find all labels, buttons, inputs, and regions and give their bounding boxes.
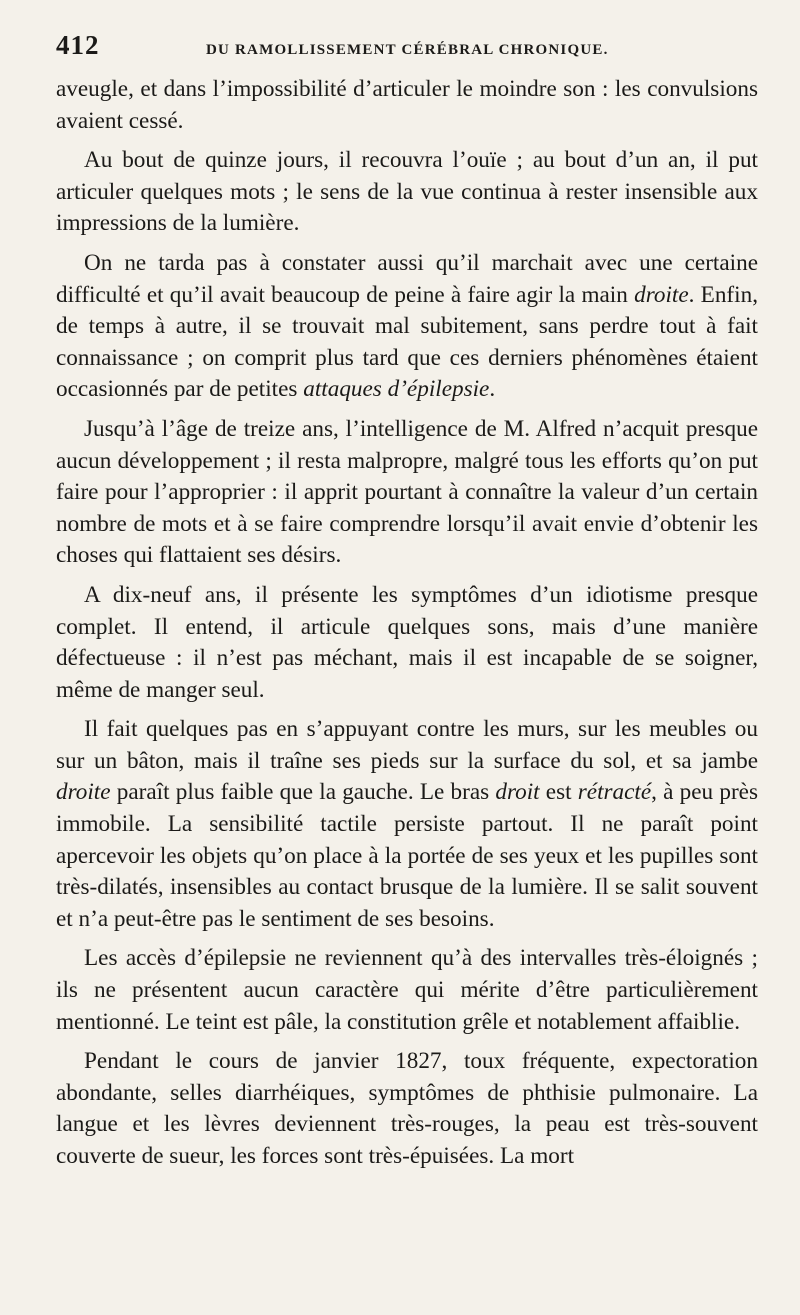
- paragraph: [56, 1046, 758, 1172]
- text-run: , à peu près immobile. La sensibilité tactile persiste partout. Il ne paraît point apercevoir les objets qu’on place à la portée de ses yeux et les pupilles sont très-dilatés, insensibles au contact brusque de la lumière. Il se salit souvent et n’a peut-être pas le sentiment de ses besoins.: [56, 779, 758, 932]
- text-run: Jusqu’à l’âge de treize ans, l’intelligence de M. Alfred n’acquit presque aucun développement ; il resta malpropre, malgré tous les efforts qu’on put faire pour l’approprier : il apprit pourtant à connaître la valeur d’un certain nombre de mots et à se faire comprendre lorsqu’il avait envie d’obtenir les choses qui flattaient ses désirs.: [56, 415, 758, 569]
- italic-text: droite: [634, 281, 689, 308]
- italic-text: rétracté: [577, 779, 652, 806]
- italic-text: attaques d’épilepsie: [303, 376, 490, 403]
- running-head: DU RAMOLLISSEMENT CÉRÉBRAL CHRONIQUE.: [206, 42, 609, 58]
- text-run: aveugle, et dans l’impossibilité d’articuler le moindre son : les convulsions avaient cessé.: [56, 76, 758, 134]
- body-text: [56, 74, 758, 1173]
- text-run: . Enfin, de temps à autre, il se trouvait mal subitement, sans perdre tout à fait connaissance ; on comprit plus tard que ces derniers phénomènes étaient occasionnés par de petites: [56, 281, 758, 403]
- italic-text: droit: [495, 779, 540, 806]
- text-run: On ne tarda pas à constater aussi qu’il marchait avec une certaine difficulté et qu’il avait beaucoup de peine à faire agir la main: [56, 249, 758, 308]
- page-header: [56, 30, 758, 64]
- text-run: est: [539, 779, 578, 806]
- paragraph: [56, 714, 758, 935]
- text-run: Il fait quelques pas en s’appuyant contre les murs, sur les meubles ou sur un bâton, mais il traîne ses pieds sur la surface du sol, et sa jambe: [56, 716, 758, 774]
- paragraph: [56, 145, 758, 240]
- paragraph: [56, 414, 758, 572]
- text-run: .: [489, 376, 496, 403]
- text-run: Les accès d’épilepsie ne reviennent qu’à des intervalles très-éloignés ; ils ne présentent aucun caractère qui mérite d’être particulièrement mentionné. Le teint est pâle, la constitution grêle et notablement affaiblie.: [56, 945, 758, 1035]
- paragraph: [56, 943, 758, 1038]
- text-run: paraît plus faible que la gauche. Le bras: [110, 779, 496, 806]
- paragraph: [56, 580, 758, 706]
- text-run: Au bout de quinze jours, il recouvra l’ouïe ; au bout d’un an, il put articuler quelques mots ; le sens de la vue continua à rester insensible aux impressions de la lumière.: [56, 147, 758, 237]
- text-run: A dix-neuf ans, il présente les symptômes d’un idiotisme presque complet. Il entend, il articule quelques sons, mais d’une manière défectueuse : il n’est pas méchant, mais il est incapable de se soigner, même de manger seul.: [56, 581, 758, 703]
- paragraph: [56, 74, 758, 137]
- paragraph: [56, 248, 758, 406]
- italic-text: droite: [56, 779, 111, 806]
- page-number: 412: [56, 30, 100, 60]
- text-run: Pendant le cours de janvier 1827, toux fréquente, expectoration abondante, selles diarrhéiques, symptômes de phthisie pulmonaire. La langue et les lèvres deviennent très-rouges, la peau est très-souvent couverte de sueur, les forces sont très-épuisées. La mort: [56, 1048, 758, 1169]
